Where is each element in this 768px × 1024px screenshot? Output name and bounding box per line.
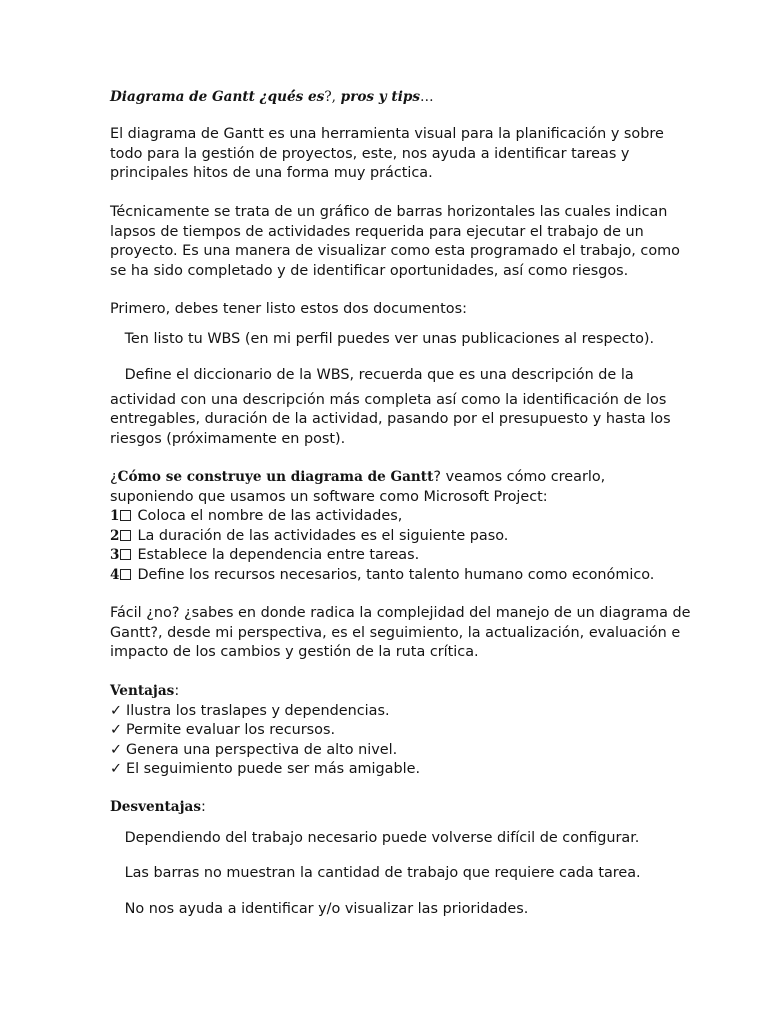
title-part3: ,: [331, 89, 336, 105]
intro-line: El diagrama de Gantt es una herramienta visual para la planificación y sobre: [110, 126, 664, 142]
ventaja-text: Ilustra los traslapes y dependencias.: [126, 702, 390, 719]
ventajas-colon: :: [174, 683, 180, 699]
ventajas-heading: [110, 682, 680, 702]
step-number: 1: [110, 508, 120, 524]
howto-q-rest: veamos cómo crearlo,: [441, 469, 606, 485]
technical-line: se ha sido completado y de identificar oportunidades, así como riesgos.: [110, 262, 629, 279]
checkmark-icon: ✓: [110, 761, 123, 777]
desventajas-colon: :: [201, 799, 206, 815]
ventaja-item: [110, 741, 680, 761]
checkmark-icon: ✓: [110, 702, 123, 719]
desventajas-heading-block: [110, 798, 680, 818]
title-part1: Diagrama de Gantt ¿qué́s es: [110, 89, 325, 105]
title-part2: ?: [324, 89, 332, 105]
step-number: 4: [110, 566, 120, 583]
ventajas-section: [110, 682, 680, 780]
howto-q-close: ?: [433, 469, 441, 485]
missing-glyph-icon: [110, 830, 120, 842]
ventaja-text: El seguimiento puede ser más amigable.: [126, 761, 421, 777]
ventaja-item: [110, 760, 680, 780]
checkbox-icon: [120, 510, 131, 521]
desventaja-item: [110, 864, 680, 884]
step-text: Establece la dependencia entre tareas.: [137, 547, 420, 563]
technical-paragraph: [110, 203, 680, 281]
desventajas-heading-text: Desventajas: [110, 799, 201, 815]
prereq-intro-text: Primero, debes tener listo estos dos documentos:: [110, 301, 467, 317]
checkbox-icon: [120, 569, 131, 580]
prereq-item-text: riesgos (próximamente en post).: [110, 430, 346, 447]
prereq-intro: [110, 300, 680, 320]
howto-step: [110, 566, 680, 586]
prereq-item-1: [110, 330, 680, 350]
intro-line: principales hitos de una forma muy práctica.: [110, 165, 433, 181]
desventaja-text: Las barras no muestran la cantidad de trabajo que requiere cada tarea.: [124, 865, 641, 881]
checkmark-icon: ✓: [110, 741, 123, 758]
howto-step: [110, 507, 680, 527]
missing-glyph-icon: [110, 331, 120, 343]
ventaja-text: Genera una perspectiva de alto nivel.: [126, 741, 398, 758]
ventaja-item: [110, 702, 680, 722]
intro-line: todo para la gestión de proyectos, este, nos ayuda a identificar tareas y: [110, 145, 630, 162]
howto-q-open: ¿: [110, 469, 118, 485]
technical-line: Técnicamente se trata de un gráfico de barras horizontales las cuales indican: [110, 204, 668, 220]
complexity-line: Gantt?, desde mi perspectiva, es el seguimiento, la actualización, evaluación e: [110, 624, 681, 641]
intro-paragraph: [110, 125, 680, 184]
howto-q-bold: Cómo se construye un diagrama de Gantt: [117, 469, 434, 485]
howto-step: [110, 546, 680, 566]
desventajas-heading: [110, 798, 680, 818]
title-part4: pros y tips: [335, 89, 421, 105]
complexity-line: impacto de los cambios y gestión de la ruta crítica.: [110, 644, 479, 660]
title-part5: …: [420, 89, 434, 105]
technical-line: proyecto. Es una manera de visualizar como esta programado el trabajo, como: [110, 243, 680, 259]
desventaja-text: No nos ayuda a identificar y/o visualizar las prioridades.: [124, 901, 529, 917]
step-text: Define los recursos necesarios, tanto talento humano como económico.: [137, 566, 655, 583]
step-number: 2: [110, 527, 120, 544]
howto-section: [110, 468, 680, 585]
prereq-item-text: actividad con una descripción más completa así como la identificación de los: [110, 391, 667, 408]
checkbox-icon: [120, 549, 131, 560]
complexity-line: Fácil ¿no? ¿sabes en donde radica la complejidad del manejo de un diagrama de: [110, 605, 691, 621]
howto-question: [110, 468, 680, 488]
step-text: Coloca el nombre de las actividades,: [137, 508, 403, 524]
howto-step: [110, 527, 680, 547]
document-title: [110, 88, 680, 108]
missing-glyph-icon: [110, 367, 120, 379]
desventaja-item: [110, 829, 680, 849]
prereq-item-2: [110, 366, 680, 449]
missing-glyph-icon: [110, 901, 120, 913]
step-number: 3: [110, 547, 120, 563]
prereq-item-text: entregables, duración de la actividad, pasando por el presupuesto y hasta los: [110, 411, 671, 427]
step-text: La duración de las actividades es el siguiente paso.: [137, 527, 509, 544]
technical-line: lapsos de tiempos de actividades requerida para ejecutar el trabajo de un: [110, 223, 644, 240]
checkmark-icon: ✓: [110, 722, 123, 738]
missing-glyph-icon: [110, 865, 120, 877]
complexity-paragraph: [110, 604, 691, 663]
ventajas-heading-text: Ventajas: [110, 683, 175, 699]
desventaja-text: Dependiendo del trabajo necesario puede volverse difícil de configurar.: [124, 830, 640, 846]
howto-line2: suponiendo que usamos un software como Microsoft Project:: [110, 488, 548, 505]
ventaja-text: Permite evaluar los recursos.: [126, 722, 336, 738]
checkbox-icon: [120, 530, 131, 541]
ventaja-item: [110, 721, 680, 741]
desventaja-item: [110, 900, 680, 920]
prereq-item-text: Ten listo tu WBS (en mi perfil puedes ver unas publicaciones al respecto).: [124, 331, 655, 347]
prereq-item-text: Define el diccionario de la WBS, recuerda que es una descripción de la: [124, 367, 634, 383]
